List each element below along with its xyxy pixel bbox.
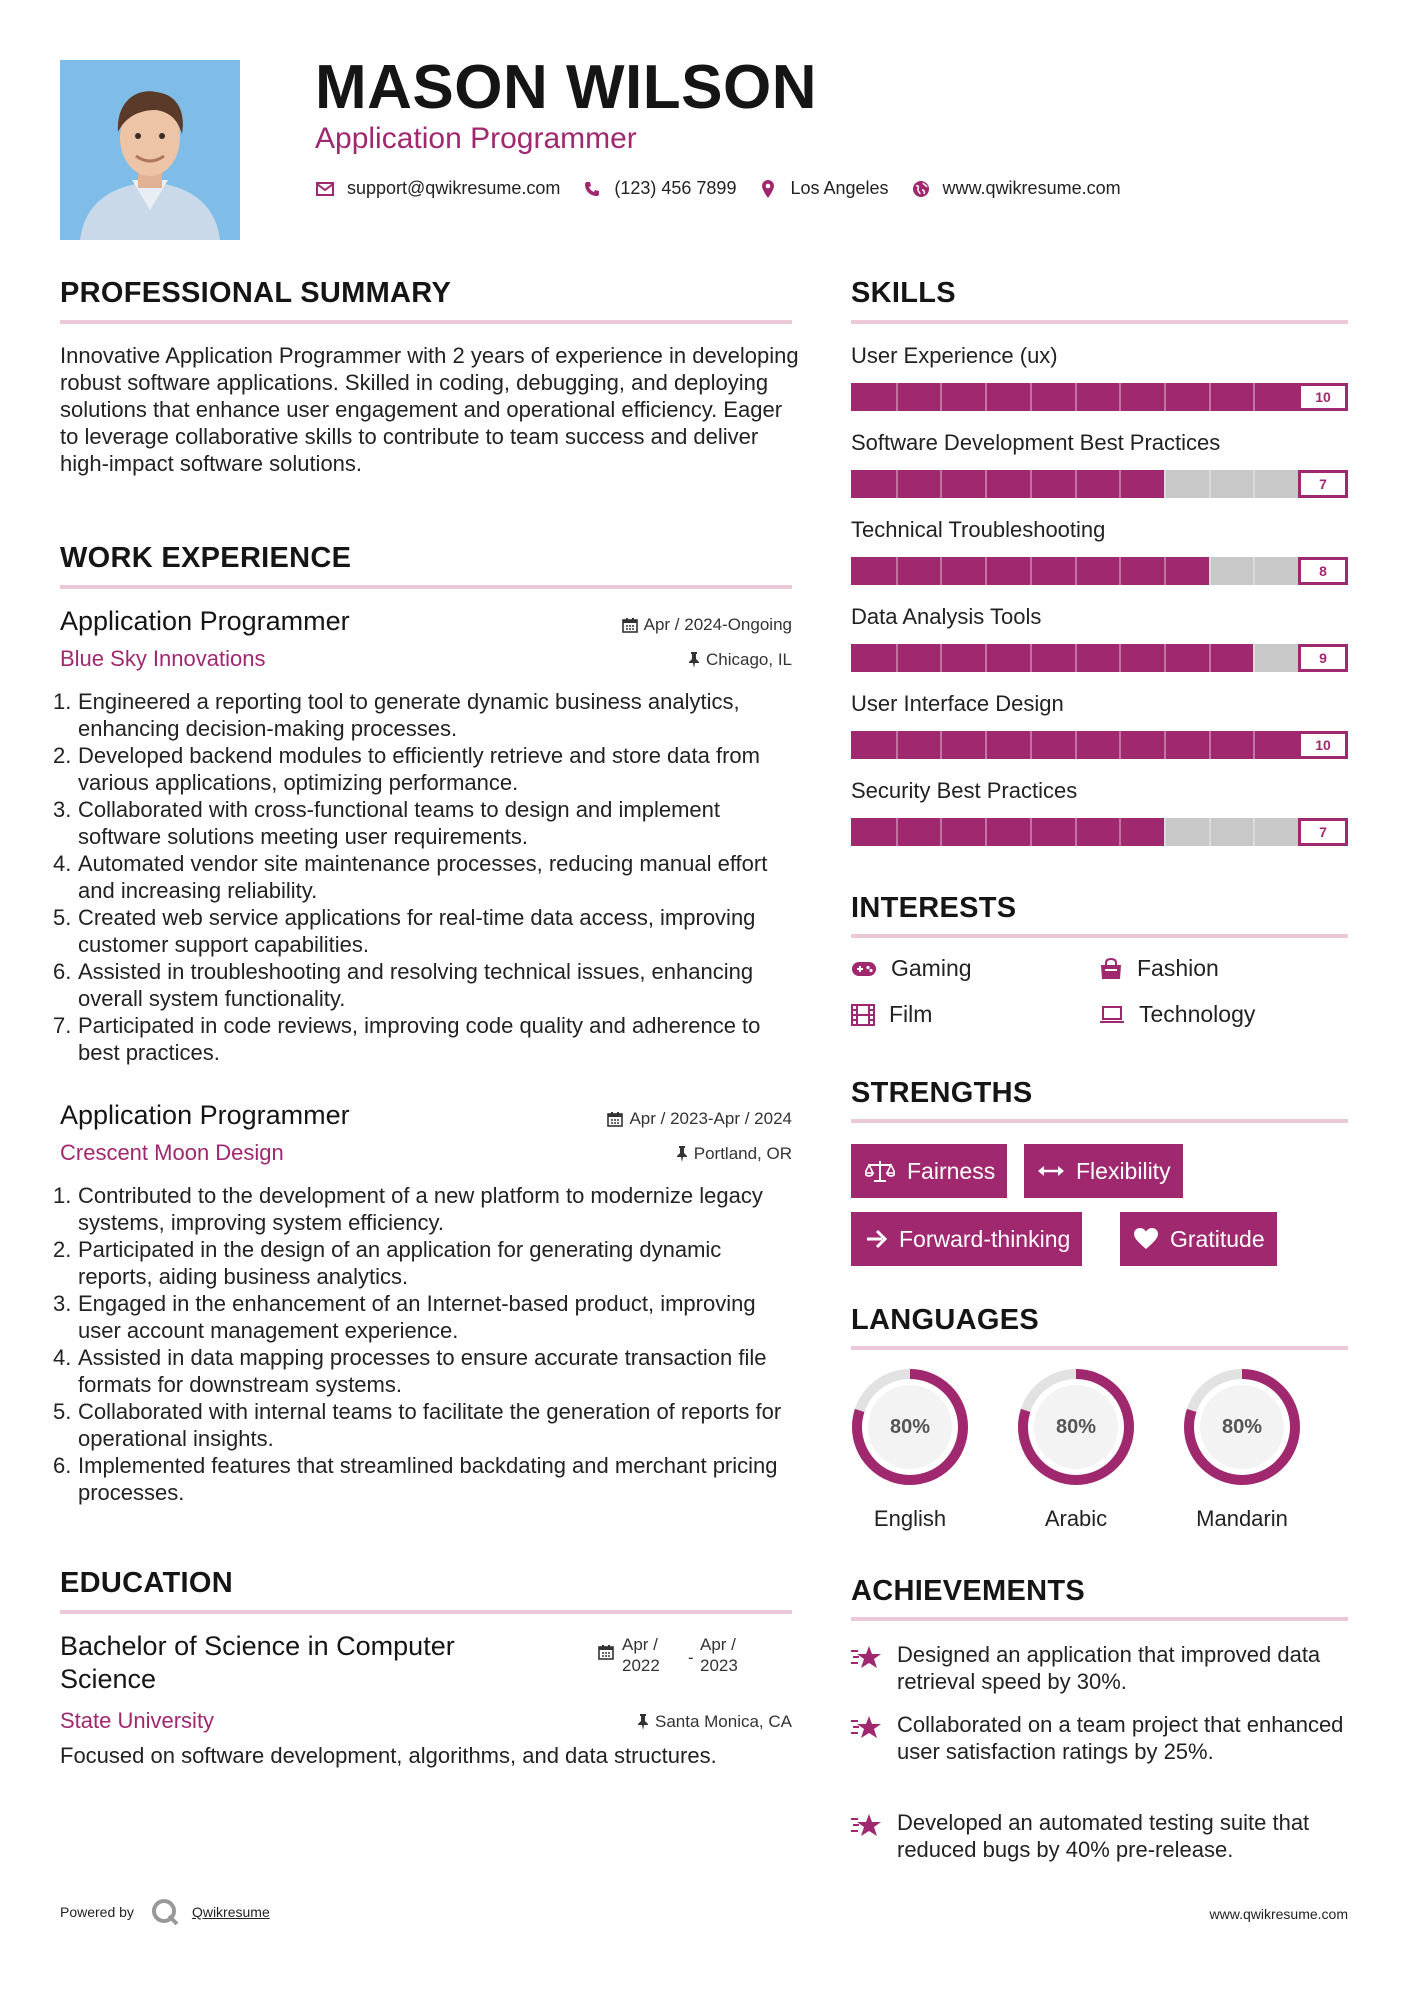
achievements-list	[851, 1641, 1348, 1871]
contact-website[interactable]	[911, 178, 1121, 199]
skill-segment-divider	[985, 470, 987, 498]
strength-chip	[851, 1212, 1082, 1266]
location-text: Los Angeles	[790, 178, 889, 198]
list-item: 6. Assisted in troubleshooting and resolving technical issues, enhancing overall system functionality.	[53, 959, 754, 1011]
skill-segment-divider	[1209, 470, 1211, 498]
contact-location	[758, 178, 888, 199]
skill-name: Technical Troubleshooting	[851, 517, 1106, 542]
phone-text: (123) 456 7899	[614, 178, 737, 198]
skill-bar	[851, 644, 1348, 672]
skill-score: 8	[1298, 557, 1348, 585]
skill-score: 7	[1298, 818, 1348, 846]
skill-segment-divider	[940, 470, 942, 498]
skill-segment-divider	[896, 383, 898, 411]
language-name: Arabic	[1044, 1506, 1108, 1531]
strengths-heading: STRENGTHS	[851, 1077, 1033, 1109]
job-dates	[607, 1109, 792, 1129]
interest-item	[1099, 1001, 1255, 1028]
balance-scale-icon	[865, 1159, 895, 1183]
list-item: 2. Developed backend modules to efficiently retrieve and store data from various applications, optimizing performance.	[53, 743, 760, 795]
job-title: Application Programmer	[60, 606, 350, 636]
school-name: State University	[60, 1708, 215, 1733]
job-entry	[53, 1100, 792, 1520]
list-item: 4. Assisted in data mapping processes to ensure accurate transaction file formats for downstream systems.	[53, 1345, 767, 1397]
skill-name: Security Best Practices	[851, 778, 1078, 803]
job-location	[688, 650, 792, 670]
education-dates	[598, 1634, 760, 1676]
skill-segment-divider	[1119, 470, 1121, 498]
language-name: English	[873, 1506, 947, 1531]
achievements-heading: ACHIEVEMENTS	[851, 1575, 1086, 1607]
skill-segment-divider	[940, 383, 942, 411]
achievements-divider	[851, 1617, 1348, 1621]
skill-segment-divider	[1253, 644, 1255, 672]
job-entry	[53, 606, 792, 1076]
strength-chip	[1120, 1212, 1277, 1266]
skill-segment-divider	[1075, 818, 1077, 846]
list-item: 1. Contributed to the development of a new platform to modernize legacy systems, improving system efficiency.	[53, 1183, 763, 1235]
skill-segment-divider	[985, 818, 987, 846]
strength-label: Gratitude	[1170, 1225, 1265, 1252]
interest-item	[851, 1001, 932, 1028]
skill-segment-divider	[1075, 731, 1077, 759]
candidate-name: MASON WILSON	[315, 53, 817, 122]
skill-segment-divider	[1119, 383, 1121, 411]
skill-segment-divider	[1075, 644, 1077, 672]
strength-label: Fairness	[907, 1157, 996, 1184]
skill-segment-divider	[985, 557, 987, 585]
achievement-text: Developed an automated testing suite that reduced bugs by 40% pre-release.	[897, 1810, 1310, 1862]
education-start: Apr / 2022	[622, 1635, 660, 1675]
job-dates	[622, 615, 792, 635]
education-entry	[60, 1630, 792, 1800]
list-item: 4. Automated vendor site maintenance processes, reducing manual effort and increasing reliability.	[53, 851, 768, 903]
strengths-divider	[851, 1119, 1348, 1123]
pushpin-icon	[637, 1714, 649, 1730]
achievement-text: Designed an application that improved data retrieval speed by 30%.	[897, 1642, 1321, 1694]
qwikresume-logo-icon	[150, 1897, 180, 1927]
list-item: 1. Engineered a reporting tool to generate dynamic business analytics, enhancing decision-making processes.	[53, 689, 740, 741]
interest-label: Gaming	[891, 955, 972, 981]
interest-label: Technology	[1139, 1001, 1256, 1027]
summary-divider	[60, 320, 792, 324]
skill-segment-divider	[1164, 731, 1166, 759]
job-title: Application Programmer	[60, 1100, 350, 1130]
skill-segment-divider	[1209, 644, 1211, 672]
phone-icon	[582, 179, 602, 199]
skill-score: 9	[1298, 644, 1348, 672]
languages-heading: LANGUAGES	[851, 1304, 1039, 1336]
skill-segment-divider	[985, 731, 987, 759]
skill-segment-divider	[1030, 731, 1032, 759]
shopping-bag-icon	[1099, 958, 1123, 980]
star-icon	[851, 1813, 883, 1839]
skill-segment-divider	[896, 731, 898, 759]
interests-heading: INTERESTS	[851, 892, 1017, 924]
skill-segment-divider	[1030, 644, 1032, 672]
map-pin-icon	[758, 179, 778, 199]
skill-segment-divider	[1119, 557, 1121, 585]
list-item: 5. Collaborated with internal teams to facilitate the generation of reports for operational insights.	[53, 1399, 782, 1451]
list-item: 3. Collaborated with cross-functional teams to design and implement software solutions meeting user requirements.	[53, 797, 720, 849]
candidate-title: Application Programmer	[315, 122, 637, 155]
skills-list	[851, 343, 1348, 853]
skill-segment-divider	[1209, 557, 1211, 585]
interest-item	[1099, 955, 1219, 982]
education-divider	[60, 1610, 792, 1614]
skill-segment-divider	[896, 557, 898, 585]
arrow-right-icon	[865, 1229, 887, 1249]
avatar-illustration	[60, 60, 240, 240]
skill-bar	[851, 470, 1348, 498]
achievement-item	[851, 1641, 1348, 1695]
calendar-icon	[607, 1111, 623, 1127]
achievement-item	[851, 1711, 1348, 1765]
skill-segment-divider	[1119, 731, 1121, 759]
skill-segment-divider	[940, 818, 942, 846]
skill-score: 10	[1298, 383, 1348, 411]
list-item: 3. Engaged in the enhancement of an Internet-based product, improving user account management experience.	[53, 1291, 756, 1343]
skill-segment-divider	[1209, 818, 1211, 846]
skill-segment-divider	[1253, 383, 1255, 411]
skill-segment-divider	[1253, 470, 1255, 498]
strength-label: Flexibility	[1076, 1157, 1171, 1184]
skill-fill	[851, 644, 1253, 672]
job-location-text: Portland, OR	[693, 1144, 792, 1163]
language-item	[1015, 1366, 1137, 1531]
language-name: Mandarin	[1196, 1506, 1288, 1531]
skill-segment-divider	[940, 557, 942, 585]
pushpin-icon	[676, 1146, 688, 1162]
achievement-item	[851, 1809, 1348, 1863]
skills-heading: SKILLS	[851, 277, 956, 309]
skill-segment-divider	[1164, 383, 1166, 411]
skill-segment-divider	[940, 731, 942, 759]
skill-segment-divider	[1030, 470, 1032, 498]
film-icon	[851, 1004, 875, 1026]
contact-row	[315, 178, 1143, 199]
profile-photo	[60, 60, 240, 240]
skill-bar	[851, 383, 1348, 411]
job-bullets	[53, 1182, 792, 1506]
skill-segment-divider	[1119, 818, 1121, 846]
skill-bar	[851, 818, 1348, 846]
skill-segment-divider	[1209, 731, 1211, 759]
contact-email[interactable]	[315, 178, 560, 199]
skill-segment-divider	[1119, 644, 1121, 672]
skill-segment-divider	[896, 818, 898, 846]
globe-icon	[911, 179, 931, 199]
envelope-icon	[315, 179, 335, 199]
skill-segment-divider	[1164, 818, 1166, 846]
list-item: 6. Implemented features that streamlined backdating and merchant pricing processes.	[53, 1453, 778, 1505]
calendar-icon	[598, 1644, 614, 1660]
education-heading: EDUCATION	[60, 1567, 233, 1599]
skill-segment-divider	[1209, 383, 1211, 411]
language-percent: 80%	[1055, 1415, 1097, 1438]
company-name: Blue Sky Innovations	[60, 646, 266, 671]
skill-name: Data Analysis Tools	[851, 604, 1042, 629]
skill-segment-divider	[985, 383, 987, 411]
education-end: Apr / 2023	[700, 1635, 738, 1675]
skill-segment-divider	[896, 644, 898, 672]
job-location-text: Chicago, IL	[706, 650, 792, 669]
skills-divider	[851, 320, 1348, 324]
email-text: support@qwikresume.com	[347, 178, 561, 198]
education-location	[637, 1712, 792, 1732]
skill-bar	[851, 557, 1348, 585]
list-item: 7. Participated in code reviews, improving code quality and adherence to best practices.	[53, 1013, 761, 1065]
skill-segment-divider	[1030, 557, 1032, 585]
list-item: 2. Participated in the design of an application for generating dynamic reports, aiding business analytics.	[53, 1237, 722, 1289]
gamepad-icon	[851, 960, 877, 978]
interest-label: Film	[889, 1001, 933, 1027]
skill-segment-divider	[1164, 557, 1166, 585]
language-item	[849, 1366, 971, 1531]
skill-segment-divider	[1253, 731, 1255, 759]
star-icon	[851, 1715, 883, 1741]
skill-segment-divider	[1030, 818, 1032, 846]
arrows-horizontal-icon	[1038, 1164, 1064, 1178]
footer-powered-by	[60, 1897, 270, 1927]
company-name: Crescent Moon Design	[60, 1140, 284, 1165]
job-dates-text: Apr / 2023-Apr / 2024	[629, 1109, 792, 1128]
job-bullets	[53, 688, 792, 1066]
skill-segment-divider	[940, 644, 942, 672]
date-separator: -	[688, 1648, 694, 1667]
skill-name: User Experience (ux)	[851, 343, 1058, 368]
skill-segment-divider	[896, 470, 898, 498]
skill-segment-divider	[1075, 470, 1077, 498]
languages-divider	[851, 1346, 1348, 1350]
pushpin-icon	[688, 652, 700, 668]
job-dates-text: Apr / 2024-Ongoing	[643, 615, 792, 634]
footer-website[interactable]: www.qwikresume.com	[1209, 1906, 1348, 1922]
skill-segment-divider	[1030, 383, 1032, 411]
education-description: Focused on software development, algorithms, and data structures.	[60, 1743, 717, 1768]
skill-bar	[851, 731, 1348, 759]
list-item: 5. Created web service applications for real-time data access, improving customer support capabilities.	[53, 905, 756, 957]
skill-segment-divider	[1075, 383, 1077, 411]
skill-segment-divider	[1253, 557, 1255, 585]
laptop-icon	[1099, 1005, 1125, 1025]
language-percent: 80%	[1221, 1415, 1263, 1438]
achievement-text: Collaborated on a team project that enhanced user satisfaction ratings by 25%.	[897, 1712, 1344, 1764]
experience-divider	[60, 585, 792, 589]
strength-chip	[1024, 1144, 1183, 1198]
strength-label: Forward-thinking	[899, 1225, 1071, 1252]
skill-segment-divider	[985, 644, 987, 672]
skill-score: 10	[1298, 731, 1348, 759]
contact-phone[interactable]	[582, 178, 736, 199]
star-icon	[851, 1645, 883, 1671]
skill-name: Software Development Best Practices	[851, 430, 1221, 455]
qwikresume-link[interactable]: Qwikresume	[191, 1904, 270, 1920]
strength-chip	[851, 1144, 1007, 1198]
website-text: www.qwikresume.com	[942, 178, 1121, 198]
interest-item	[851, 955, 972, 982]
experience-heading: WORK EXPERIENCE	[60, 542, 352, 574]
interest-label: Fashion	[1137, 955, 1219, 981]
interests-divider	[851, 934, 1348, 938]
skill-segment-divider	[1253, 818, 1255, 846]
heart-icon	[1134, 1228, 1158, 1250]
skill-segment-divider	[1164, 644, 1166, 672]
powered-by-text: Powered by	[60, 1904, 134, 1920]
skill-segment-divider	[1075, 557, 1077, 585]
calendar-icon	[622, 617, 638, 633]
language-item	[1181, 1366, 1303, 1531]
job-location	[676, 1144, 792, 1164]
skill-score: 7	[1298, 470, 1348, 498]
education-location-text: Santa Monica, CA	[654, 1712, 792, 1731]
skill-segment-divider	[1164, 470, 1166, 498]
summary-text: Innovative Application Programmer with 2 years of experience in developing robust software applications. Skilled in coding, debugging, and deploying solutions that enhance user engagement and operational efficiency. Eager to leverage collaborative skills to contribute to team success and deliver high-impact software solutions.	[60, 343, 799, 476]
language-percent: 80%	[889, 1415, 931, 1438]
degree-title: Bachelor of Science in Computer Science	[60, 1631, 455, 1694]
skill-name: User Interface Design	[851, 691, 1064, 716]
summary-heading: PROFESSIONAL SUMMARY	[60, 277, 452, 309]
